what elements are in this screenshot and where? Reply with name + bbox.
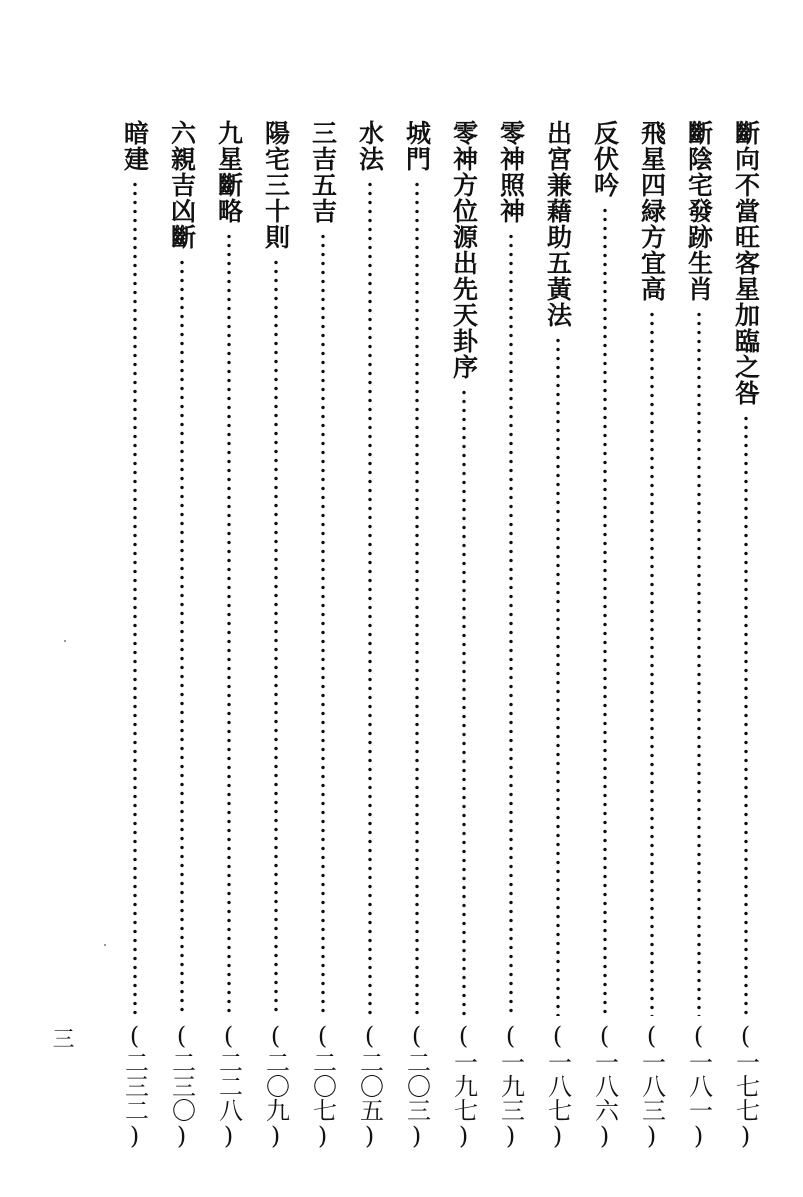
toc-entry-title: 三吉五吉 [308, 120, 338, 224]
dot-leader [509, 232, 513, 1016]
toc-entry-page: (二〇三) [402, 1022, 431, 1150]
toc-entry-title: 六親吉凶斷 [167, 120, 197, 250]
scan-speck [104, 944, 106, 946]
toc-entry-page: (一八六) [590, 1022, 619, 1150]
dot-leader [650, 310, 654, 1016]
toc-entry[interactable] [440, 120, 487, 1150]
toc-entry[interactable] [722, 120, 769, 1150]
toc-entry-title: 斷向不當旺客星加臨之咎 [731, 120, 761, 406]
page-folio: 三 [49, 1027, 74, 1049]
toc-entry[interactable] [346, 120, 393, 1150]
toc-entry-title: 城門 [402, 120, 432, 172]
toc-entry[interactable] [487, 120, 534, 1150]
toc-entry[interactable] [111, 120, 158, 1150]
toc-entry[interactable] [581, 120, 628, 1150]
toc-entry[interactable] [675, 120, 722, 1150]
toc-entry-title: 出宮兼藉助五黃法 [543, 120, 573, 328]
dot-leader [321, 232, 325, 1016]
toc-entry-title: 水法 [355, 120, 385, 172]
dot-leader [415, 180, 419, 1016]
toc-entry[interactable] [534, 120, 581, 1150]
scan-speck [64, 640, 66, 642]
dot-leader [556, 336, 560, 1016]
table-of-contents [111, 120, 769, 1150]
toc-entry-page: (一九三) [496, 1022, 525, 1150]
toc-entry-title: 飛星四緑方宜高 [637, 120, 667, 302]
dot-leader [368, 180, 372, 1016]
dot-leader [462, 388, 466, 1016]
toc-entry[interactable] [393, 120, 440, 1150]
dot-leader [744, 414, 748, 1016]
dot-leader [274, 258, 278, 1016]
toc-entry-page: (二三〇) [167, 1022, 196, 1150]
toc-entry[interactable] [158, 120, 205, 1150]
toc-entry-page: (一七七) [731, 1022, 760, 1150]
toc-entry[interactable] [252, 120, 299, 1150]
toc-entry-page: (二〇七) [308, 1022, 337, 1150]
toc-entry-page: (一八三) [637, 1022, 666, 1150]
toc-entry-page: (一八一) [684, 1022, 713, 1150]
toc-entry-page: (一八七) [543, 1022, 572, 1150]
toc-entry-page: (二二八) [214, 1022, 243, 1150]
dot-leader [603, 206, 607, 1016]
toc-entry-title: 反伏吟 [590, 120, 620, 198]
toc-entry-title: 九星斷略 [214, 120, 244, 224]
toc-entry[interactable] [628, 120, 675, 1150]
toc-entry[interactable] [299, 120, 346, 1150]
toc-entry-title: 陽宅三十則 [261, 120, 291, 250]
toc-entry-title: 暗建 [120, 120, 150, 172]
dot-leader [133, 180, 137, 1016]
toc-entry-title: 零神方位源出先天卦序 [449, 120, 479, 380]
toc-entry-page: (二〇九) [261, 1022, 290, 1150]
dot-leader [227, 232, 231, 1016]
dot-leader [697, 310, 701, 1016]
toc-entry-title: 斷陰宅發跡生肖 [684, 120, 714, 302]
toc-entry-page: (二三二) [120, 1022, 149, 1150]
toc-entry[interactable] [205, 120, 252, 1150]
dot-leader [180, 258, 184, 1016]
toc-entry-page: (一九七) [449, 1022, 478, 1150]
toc-entry-page: (二〇五) [355, 1022, 384, 1150]
toc-entry-title: 零神照神 [496, 120, 526, 224]
